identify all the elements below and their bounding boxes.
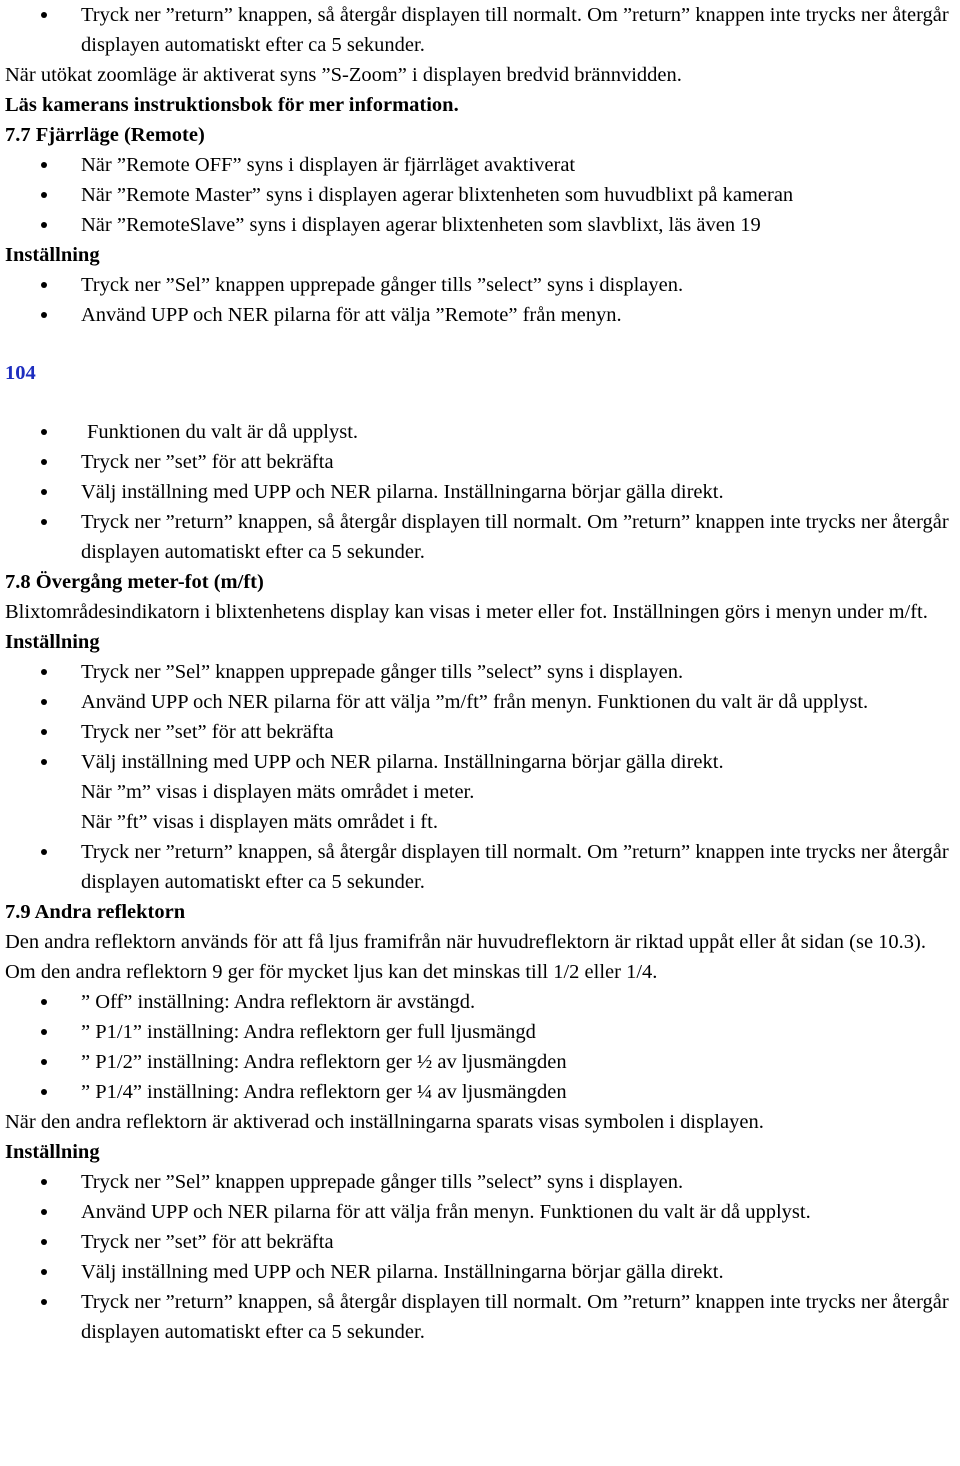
paragraph: När utökat zoomläge är aktiverat syns ”S-Zoom” i displayen bredvid brännvidden.: [5, 64, 682, 86]
bullet-list: [5, 837, 957, 897]
list-item: Använd UPP och NER pilarna för att välja från menyn. Funktionen du valt är då upplyst.: [5, 1197, 957, 1227]
list-item: Tryck ner ”return” knappen, så återgår displayen till normalt. Om ”return” knappen inte trycks ner återgår displayen automatiskt efter ca 5 sekunder.: [5, 1287, 957, 1347]
paragraph: Blixtområdesindikatorn i blixtenhetens display kan visas i meter eller fot. Inställningen görs i menyn under m/ft.: [5, 601, 928, 623]
bullet-list: [5, 150, 957, 240]
section-heading: 7.9 Andra reflektorn: [5, 901, 186, 923]
list-item: Välj inställning med UPP och NER pilarna. Inställningarna börjar gälla direkt.: [5, 747, 957, 777]
bullet-list: [5, 0, 957, 60]
list-item: [5, 417, 957, 447]
list-item: När ”Remote OFF” syns i displayen är fjärrläget avaktiverat: [5, 150, 957, 180]
list-item: Välj inställning med UPP och NER pilarna. Inställningarna börjar gälla direkt.: [5, 477, 957, 507]
bullet-list: [5, 1167, 957, 1347]
list-item: Tryck ner ”return” knappen, så återgår displayen till normalt. Om ”return” knappen inte trycks ner återgår displayen automatiskt efter ca 5 sekunder.: [5, 0, 957, 60]
paragraph: När den andra reflektorn är aktiverad och inställningarna sparats visas symbolen i displayen.: [5, 1111, 764, 1133]
section-heading: 7.7 Fjärrläge (Remote): [5, 124, 205, 146]
list-item: Välj inställning med UPP och NER pilarna. Inställningarna börjar gälla direkt.: [5, 1257, 957, 1287]
paragraph: Läs kamerans instruktionsbok för mer information.: [5, 94, 459, 116]
list-item: ” Off” inställning: Andra reflektorn är avstängd.: [5, 987, 957, 1017]
list-item: Tryck ner ”set” för att bekräfta: [5, 1227, 957, 1257]
list-item: Tryck ner ”Sel” knappen upprepade gånger tills ”select” syns i displayen.: [5, 1167, 957, 1197]
list-item: Tryck ner ”Sel” knappen upprepade gånger tills ”select” syns i displayen.: [5, 270, 957, 300]
bullet-list: [5, 270, 957, 330]
list-item: Tryck ner ”set” för att bekräfta: [5, 447, 957, 477]
bullet-list: [5, 987, 957, 1107]
list-item: ” P1/4” inställning: Andra reflektorn ger ¼ av ljusmängden: [5, 1077, 957, 1107]
list-item: Använd UPP och NER pilarna för att välja ”m/ft” från menyn. Funktionen du valt är då upplyst.: [5, 687, 957, 717]
list-item: Tryck ner ”set” för att bekräfta: [5, 717, 957, 747]
note-line: När ”ft” visas i displayen mäts området i ft.: [81, 811, 438, 833]
list-item: Tryck ner ”return” knappen, så återgår displayen till normalt. Om ”return” knappen inte trycks ner återgår displayen automatiskt efter ca 5 sekunder.: [5, 837, 957, 897]
page-number: 104: [5, 362, 36, 384]
settings-label: Inställning: [5, 1141, 100, 1163]
list-item: ” P1/2” inställning: Andra reflektorn ger ½ av ljusmängden: [5, 1047, 957, 1077]
settings-label: Inställning: [5, 244, 100, 266]
section-heading: 7.8 Övergång meter-fot (m/ft): [5, 571, 264, 593]
list-item: Använd UPP och NER pilarna för att välja ”Remote” från menyn.: [5, 300, 957, 330]
document-page: [5, 0, 957, 1347]
list-item-text: Funktionen du valt är då upplyst.: [87, 421, 359, 443]
bullet-list: [5, 417, 957, 567]
list-item: När ”Remote Master” syns i displayen agerar blixtenheten som huvudblixt på kameran: [5, 180, 957, 210]
note-line: När ”m” visas i displayen mäts området i meter.: [81, 781, 475, 803]
paragraph: Den andra reflektorn används för att få ljus framifrån när huvudreflektorn är riktad uppåt eller åt sidan (se 10.3).: [5, 931, 926, 953]
list-item: När ”RemoteSlave” syns i displayen agerar blixtenheten som slavblixt, läs även 19: [5, 210, 957, 240]
list-item: Tryck ner ”return” knappen, så återgår displayen till normalt. Om ”return” knappen inte trycks ner återgår displayen automatiskt efter ca 5 sekunder.: [5, 507, 957, 567]
settings-label: Inställning: [5, 631, 100, 653]
paragraph: Om den andra reflektorn 9 ger för mycket ljus kan det minskas till 1/2 eller 1/4.: [5, 961, 658, 983]
list-item: Tryck ner ”Sel” knappen upprepade gånger tills ”select” syns i displayen.: [5, 657, 957, 687]
list-item: ” P1/1” inställning: Andra reflektorn ger full ljusmängd: [5, 1017, 957, 1047]
bullet-list: [5, 657, 957, 777]
